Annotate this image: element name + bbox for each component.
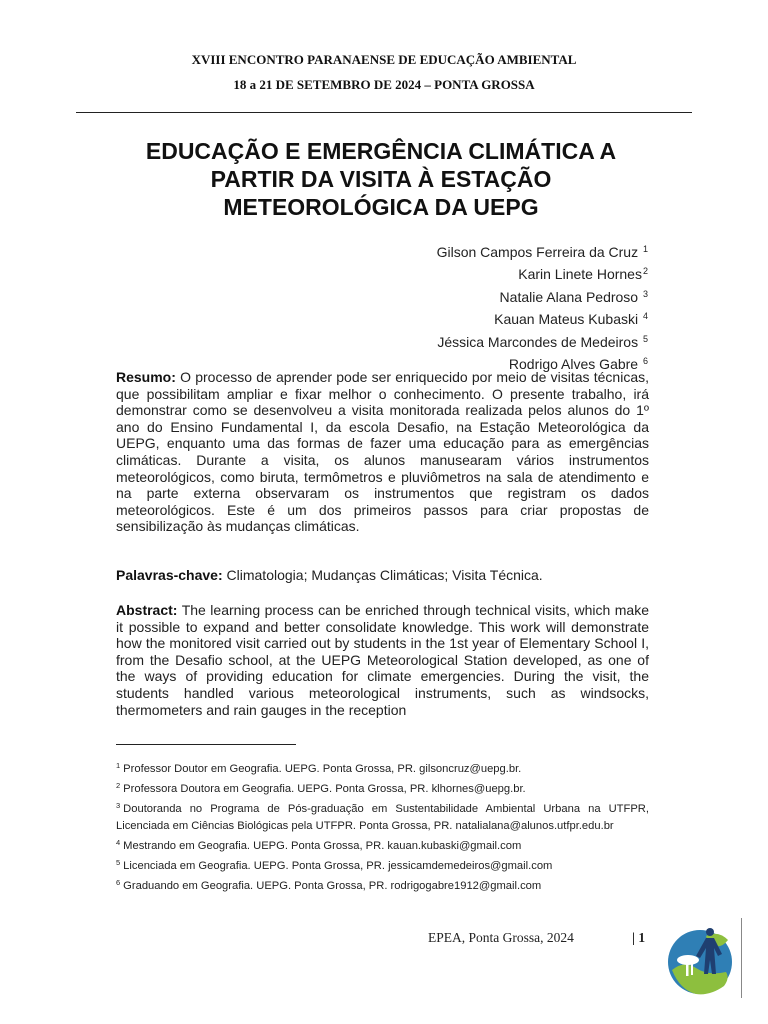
author-footnote-mark: 1 — [642, 244, 648, 254]
footnote: $^1$ Professor Doutor em Geografia. UEPG. Ponta Grossa, PR. gilsoncruz@uepg.br. — [116, 761, 522, 775]
paper-title — [80, 137, 682, 221]
footnote: $^3$ Doutoranda no Programa de Pós-graduação em Sustentabilidade Ambiental Urbana na UTFPR, Licenciada em Ciências Biológicas pela UTFPR. Ponta Grossa, PR. natalialana@alunos.utfpr.edu.br — [116, 801, 649, 832]
footnote-divider — [116, 744, 296, 745]
header-divider — [76, 112, 692, 113]
paper-title-line-2: PARTIR DA VISITA À ESTAÇÃO — [210, 166, 552, 192]
footnote: $^4$ Mestrando em Geografia. UEPG. Ponta Grossa, PR. kauan.kubaski@gmail.com — [116, 837, 522, 852]
footer-divider — [741, 918, 742, 998]
abstract-text: The learning process can be enriched through technical visits, which make it possible to expand and better consolidate knowledge. This work will demonstrate how the monitored visit carried out by students in the 1st year of Elementary School I, from the Desafio school, at the UEPG Meteorological Station developed, as one of the ways of providing education for climate emergencies. During the visit, the students handled various meteorological instruments, such as windsocks, thermometers and rain gauges in the reception — [116, 602, 650, 718]
keywords-text: Climatologia; Mudanças Climáticas; Visita Técnica. — [226, 567, 543, 583]
author-footnote-mark: 3 — [642, 288, 648, 299]
author: Rodrigo Alves Gabre $^6$ — [508, 356, 648, 373]
keywords-section — [116, 567, 649, 584]
footnote: $^6$ Graduando em Geografia. UEPG. Ponta Grossa, PR. rodrigogabre1912@gmail.com — [116, 878, 542, 893]
page-number: | 1 — [632, 930, 646, 945]
event-dates: 18 a 21 DE SETEMBRO DE 2024 – PONTA GROSSA — [233, 77, 535, 92]
author-footnote-mark: 5 — [642, 333, 648, 344]
author-footnote-mark: 4 — [642, 311, 648, 322]
author: Gilson Campos Ferreira da Cruz $^1$ — [436, 244, 648, 260]
resumo-section — [116, 369, 649, 535]
author-list — [437, 240, 648, 374]
author: Kauan Mateus Kubaski $^4$ — [494, 311, 648, 328]
resumo-text: O processo de aprender pode ser enriquecido por meio de visitas técnicas, que possibilitam ampliar e fixar melhor o conhecimento. O presente trabalho, irá demonstrar como se desenvolveu a visita monitorada realizada pelos alunos do 1º ano do Ensino Fundamental I, da escola Desafio, na Estação Meteorológica da UEPG, enquanto uma das formas de fazer uma educação para as emergências climáticas. Durante a visita, os alunos manusearam vários instrumentos meteorológicos, como biruta, termômetros e pluviômetros na sala de atendimento e na parte externa observaram os instrumentos que registram os dados meteorológicos. Este é um dos primeiros passos para criar propostas de sensibilização às mudanças climáticas. — [116, 369, 650, 535]
footer-citation: EPEA, Ponta Grossa, 2024 — [428, 930, 574, 945]
author: Karin Linete Hornes$^2$ — [518, 266, 648, 283]
abstract-label: Abstract: — [116, 602, 178, 618]
paper-title-line-3: METEOROLÓGICA DA UEPG — [223, 194, 539, 220]
keywords-label: Palavras-chave: — [116, 567, 223, 583]
resumo-label: Resumo: — [116, 369, 176, 385]
author: Jéssica Marcondes de Medeiros $^5$ — [437, 333, 648, 350]
footnote: $^2$ Professora Doutora em Geografia. UEPG. Ponta Grossa, PR. klhornes@uepg.br. — [116, 781, 526, 796]
event-title: XVIII ENCONTRO PARANAENSE DE EDUCAÇÃO AMBIENTAL — [191, 52, 577, 67]
author-footnote-mark: 2 — [642, 266, 648, 277]
epea-logo-icon — [666, 918, 740, 998]
author-footnote-mark: 6 — [642, 356, 648, 367]
footnotes — [116, 758, 649, 895]
paper-title-line-1: EDUCAÇÃO E EMERGÊNCIA CLIMÁTICA A — [145, 138, 617, 164]
footnote: $^5$ Licenciada em Geografia. UEPG. Ponta Grossa, PR. jessicamdemedeiros@gmail.com — [116, 858, 553, 873]
abstract-section — [116, 602, 649, 718]
author: Natalie Alana Pedroso $^3$ — [499, 288, 648, 305]
